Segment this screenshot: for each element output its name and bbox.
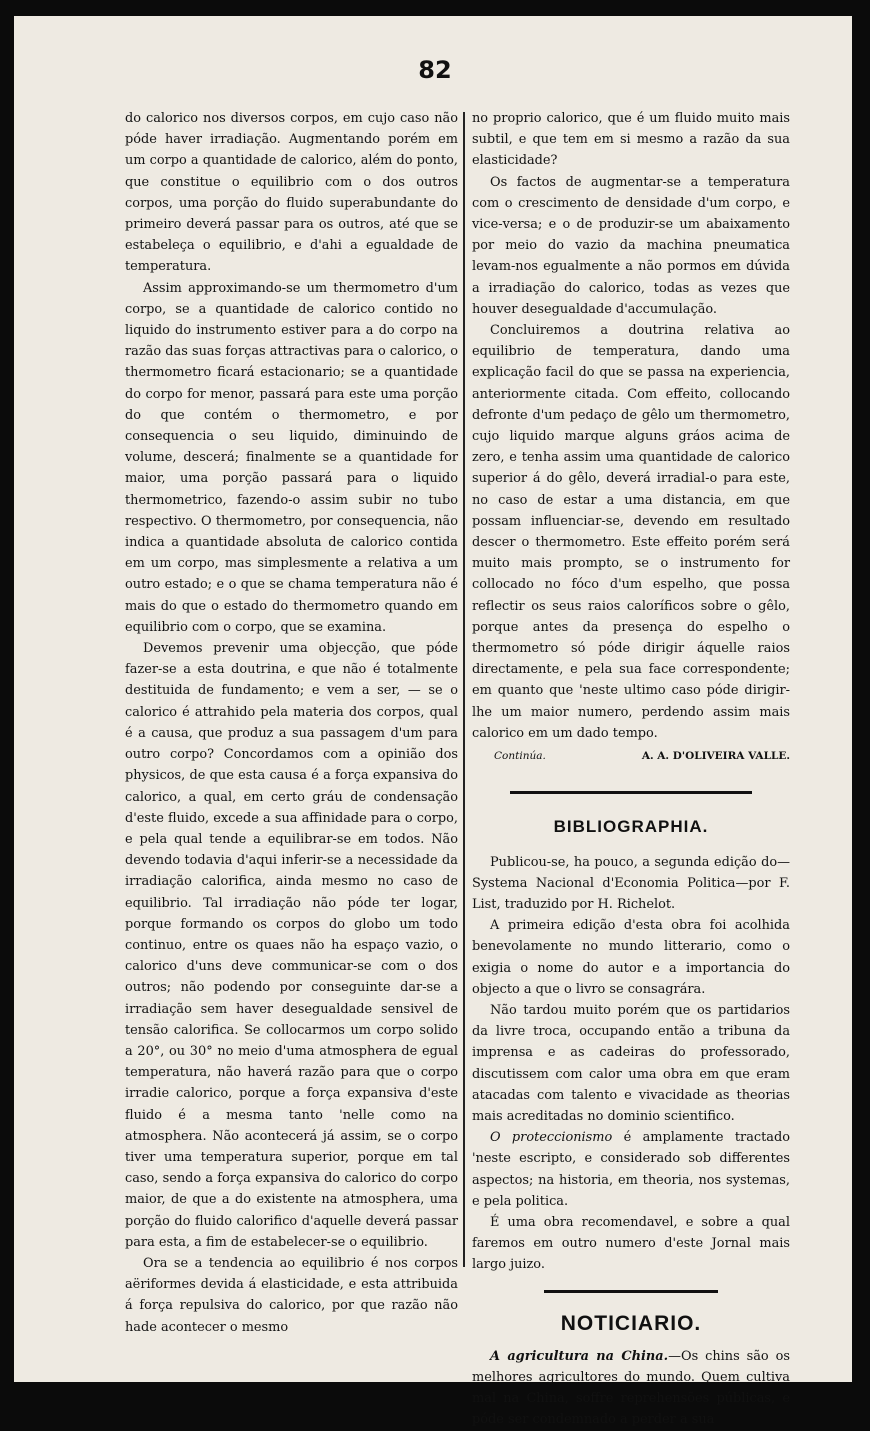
continua-label: Continúa. (494, 750, 546, 763)
protec-rest: é amplamente tractado 'neste escripto, e considerado sob differentes aspectos; na historia, em theoria, nos systemas, e pela politica. (472, 1130, 790, 1209)
biblio-paragraph-protec (472, 1127, 790, 1212)
right-paragraph-3: Concluiremos a doutrina relativa ao equilibrio de temperatura, dando uma explicação facil do que se passa na experiencia, anteriormente citada. Com effeito, collocando defronte d'um pedaço de gêlo um thermometro, cujo liquido marque alguns gráos acima de zero, e tenha assim uma quantidade de calorico superior á do gêlo, deverá irradial-o para este, no caso de estar a uma distancia, em que possam influenciar-se, devendo em resultado descer o thermometro. Este effeito porém será muito mais prompto, se o instrumento for collocado no fóco d'um espelho, que possa reflectir os seus raios caloríficos sobre o gêlo, porque antes da presença do espelho o thermometro só póde dirigir áquelle raios directamente, e pela sua face correspondente; em quanto que 'neste ultimo caso póde dirigir-lhe um maior numero, perdendo assim mais calorico em um dado tempo. (472, 323, 790, 741)
bibliographia-heading: BIBLIOGRAPHIA. (553, 817, 709, 837)
noticiario-paragraph (472, 1346, 790, 1431)
left-paragraph-2: Assim approximando-se um thermometro d'um corpo, se a quantidade de calorico contido no liquido do instrumento estiver para a do corpo na razão das suas forças attractivas para o calorico, o thermometro ficará estacionario; se a quantidade do corpo for menor, passará para este uma porção do que contém o thermometro, e por consequencia o seu liquido, diminuindo de volume, descerá; finalmente se a quantidade for maior, uma porção passará para o liquido thermometrico, fazendo-o assim subir no tubo respectivo. O thermometro, por consequencia, não indica a quantidade absoluta de calorico contida em um corpo, mas simplesmente a relativa a um outro estado; e o que se chama temperatura não é mais do que o estado do thermometro quando em equilibrio com o corpo, que se examina. (125, 280, 458, 635)
author-name: A. A. D'OLIVEIRA VALLE. (641, 750, 790, 763)
noticiario-lead-title: A agricultura na China. (490, 1348, 669, 1364)
right-paragraph-1: no proprio calorico, que é um fluido muito mais subtil, e que tem em si mesmo a razão da sua elasticidade? (472, 111, 790, 169)
page-number: 82 (418, 56, 452, 84)
noticiario-lead-text: —Os chins são os melhores agricultores do mundo. Quem cultiva mal na China, soffre reprehensões públicas, e póde ser condemnado a perder a sua (472, 1348, 790, 1428)
protec-term: O proteccionismo (490, 1130, 613, 1146)
section-rule-short (544, 1290, 718, 1293)
noticiario-heading: NOTICIARIO. (560, 1311, 702, 1335)
left-paragraph-4: Ora se a tendencia ao equilibrio é nos corpos aëriformes devida á elasticidade, e esta attribuida á força repulsiva do calorico, por que razão não hade acontecer o mesmo (125, 1255, 458, 1335)
left-paragraph-1: do calorico nos diversos corpos, em cujo caso não póde haver irradiação. Augmentando porém em um corpo a quantidade de calorico, além do ponto, que constitue o equilibrio com o dos outros corpos, uma porção do fluido superabundante do primeiro deverá passar para os outros, até que se estabeleça o equilibrio, e d'ahi a egualdade de temperatura. (125, 111, 458, 275)
biblio-paragraph-3: Não tardou muito porém que os partidarios da livre troca, occupando então a tribuna da imprensa e as cadeiras do professorado, discutissem com calor uma obra em que eram atacadas com talento e vivacidade as theorias mais acreditadas no dominio scientifico. (472, 1002, 790, 1124)
biblio-paragraph-1: Publicou-se, ha pouco, a segunda edição do—Systema Nacional d'Economia Politica—por F. List, traduzido por H. Richelot. (472, 854, 790, 912)
section-rule (510, 791, 752, 794)
biblio-paragraph-2: A primeira edição d'esta obra foi acolhida benevolamente no mundo litterario, como o exigia o nome do autor e a importancia do objecto a que o livro se consagrára. (472, 918, 790, 997)
left-paragraph-3: Devemos prevenir uma objecção, que póde fazer-se a esta doutrina, e que não é totalmente destituida de fundamento; e vem a ser, — se o calorico é attrahido pela materia dos corpos, qual é a causa, que produz a sua passagem d'um para outro corpo? Concordamos com a opinião dos physicos, de que esta causa é a força expansiva do calorico, a qual, em certo gráu de condensação d'este fluido, excede a sua affinidade para o corpo, e pela qual tende a equilibrar-se em todos. Não devendo todavia d'aqui inferir-se a necessidade da irradiação calorifica, ainda mesmo no caso de equilibrio. Tal irradiação não póde ter logar, porque formando os corpos do globo um todo continuo, entre os quaes não ha espaço vazio, o calorico d'uns deve communicar-se com o dos outros; não podendo por conseguinte dar-se a irradiação sem haver desegualdade sensivel de tensão calorifica. Se collocarmos um corpo solido a 20°, ou 30° no meio d'uma atmosphera de egual temperatura, não haverá razão para que o corpo irradie calorico, porque a força expansiva d'este fluido é a mesma tanto 'nelle como na atmosphera. Não acontecerá já assim, se o corpo tiver uma temperatura superior, porque em tal caso, sendo a força expansiva do calorico do corpo maior, de que a do existente na atmosphera, uma porção do fluido calorifico d'aquelle deverá passar para esta, a fim de estabelecer-se o equilibrio. (125, 641, 458, 1250)
column-divider (463, 112, 465, 1267)
article-signature (472, 746, 790, 767)
right-paragraph-2: Os factos de augmentar-se a temperatura com o crescimento de densidade d'um corpo, e vice-versa; e o de produzir-se um abaixamento por meio do vazio da machina pneumatica levam-nos egualmente a não pormos em dúvida a irradiação do calorico, todas as vezes que houver desegualdade d'accumulação. (472, 174, 790, 317)
left-column (125, 108, 458, 1338)
right-column (472, 108, 790, 1431)
biblio-paragraph-4: É uma obra recomendavel, e sobre a qual faremos em outro numero d'este Jornal mais largo juizo. (472, 1214, 790, 1273)
